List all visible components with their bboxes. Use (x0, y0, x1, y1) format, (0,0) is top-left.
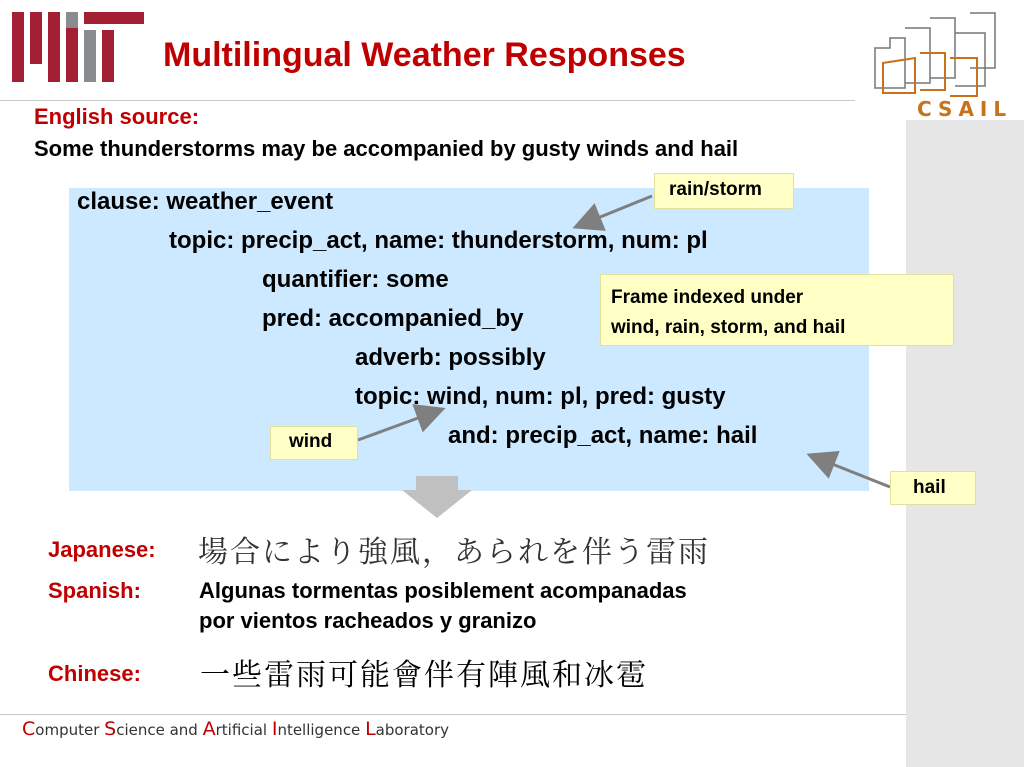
spanish-translation-line2: por vientos racheados y granizo (199, 608, 537, 633)
note-hail: hail (890, 471, 976, 505)
footer-cap-a: A (202, 718, 216, 740)
japanese-translation: 場合により強風，あられを伴う雷雨 (198, 536, 710, 569)
japanese-label: Japanese: (48, 537, 156, 562)
frame-line-and-hail: and: precip_act, name: hail (448, 422, 758, 449)
chinese-translation: 一些雷雨可能會伴有陣風和冰雹 (200, 658, 648, 693)
note-frame-line1: Frame indexed under (611, 287, 804, 308)
down-arrow-icon (402, 476, 472, 518)
frame-line-quantifier: quantifier: some (262, 266, 449, 293)
frame-line-clause: clause: weather_event (77, 188, 334, 215)
spanish-label: Spanish: (48, 578, 141, 603)
footer-cap-c: C (22, 718, 36, 740)
note-frame-line2: wind, rain, storm, and hail (611, 317, 846, 338)
frame-line-adverb: adverb: possibly (355, 344, 546, 371)
note-rain-storm: rain/storm (654, 173, 794, 209)
footer-word-science: cience and (116, 721, 203, 739)
frame-line-topic: topic: precip_act, name: thunderstorm, num: pl (169, 227, 708, 254)
footer-word-artificial: rtificial (215, 721, 272, 739)
note-wind: wind (270, 426, 358, 460)
chinese-label: Chinese: (48, 661, 141, 686)
arrow-rain-storm (578, 196, 652, 226)
footer-cap-i: I (271, 718, 278, 740)
footer-lab-name (22, 718, 449, 740)
english-source-label: English source: (34, 104, 200, 129)
page-title: Multilingual Weather Responses (163, 36, 686, 74)
spanish-translation-line1: Algunas tormentas posiblement acompanadas (199, 578, 687, 603)
arrow-hail (812, 456, 890, 487)
footer-cap-s: S (104, 718, 117, 740)
english-source-sentence: Some thunderstorms may be accompanied by gusty winds and hail (34, 136, 739, 161)
arrow-wind (358, 410, 440, 440)
footer-cap-l: L (365, 718, 376, 740)
frame-line-pred: pred: accompanied_by (262, 305, 524, 332)
csail-logo-text: CSAIL (917, 97, 1013, 120)
footer-word-laboratory: aboratory (375, 721, 450, 739)
note-frame-indexed (600, 274, 954, 346)
footer-word-intelligence: ntelligence (277, 721, 366, 739)
footer-word-computer: omputer (35, 721, 105, 739)
frame-line-wind-topic: topic: wind, num: pl, pred: gusty (355, 383, 726, 410)
